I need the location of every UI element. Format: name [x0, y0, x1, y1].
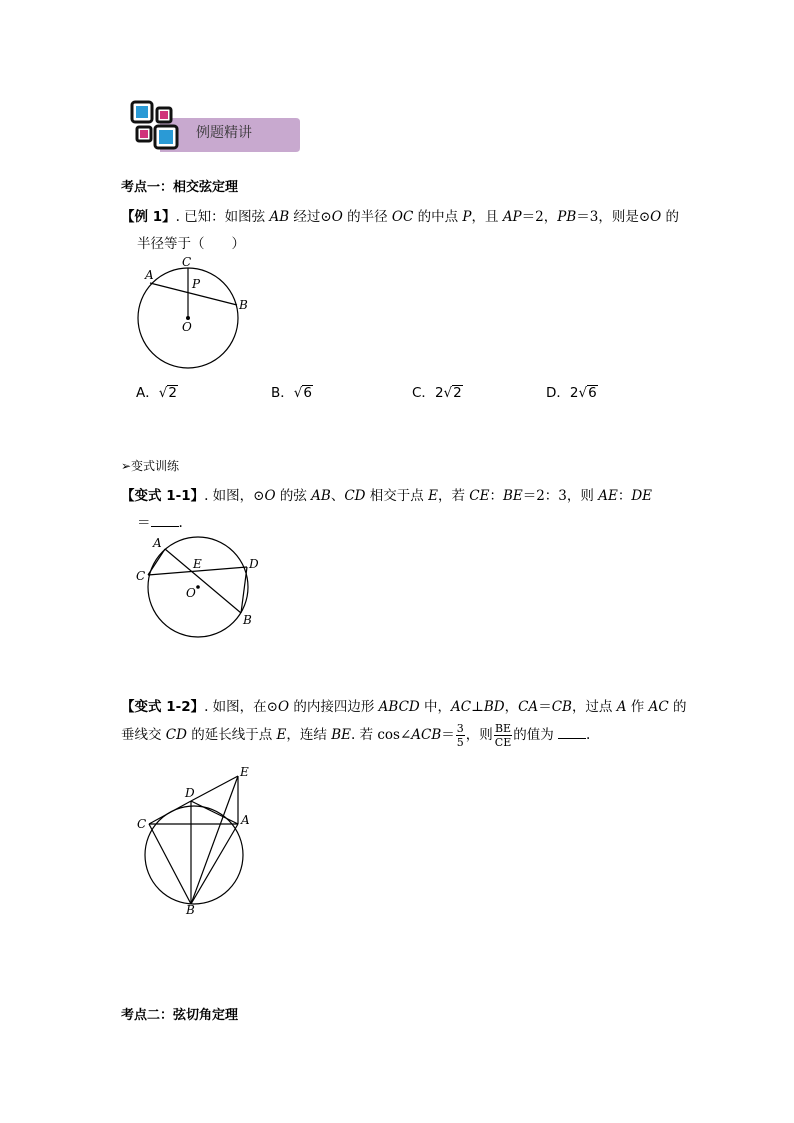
example1-tag: 【例 1】: [121, 209, 176, 225]
label-a: A: [241, 813, 250, 827]
option-c[interactable]: C．2√2: [412, 385, 462, 401]
label-a: A: [145, 268, 154, 282]
option-b[interactable]: B．√6: [271, 385, 312, 401]
example1-line2: 半径等于（ ）: [137, 236, 245, 252]
example1-line1: 【例 1】. 已知：如图弦 AB 经过⊙O 的半径 OC 的中点 P，且 AP＝2，PB＝3，则是⊙O 的: [121, 209, 680, 225]
label-o: O: [186, 586, 196, 600]
variant1-tag: 【变式 1-1】: [121, 488, 205, 504]
label-b: B: [243, 613, 252, 627]
label-c: C: [182, 255, 192, 269]
section-heading-2: 考点二：弦切角定理: [121, 1008, 239, 1023]
option-d[interactable]: D．2√6: [546, 385, 597, 401]
circle: [145, 806, 243, 904]
variant2-line2: 垂线交 CD 的延长线于点 E，连结 BE. 若 cos∠ACB＝ $\frac{3}{5}$ ，则 $\frac{BE}{CE}$ 的值为 .: [121, 722, 591, 749]
section-heading-1: 考点一：相交弦定理: [121, 180, 239, 195]
variant2-tag: 【变式 1-2】: [121, 699, 205, 715]
segment-be: [191, 776, 238, 904]
label-o: O: [182, 320, 192, 334]
label-c: C: [136, 569, 146, 583]
label-e: E: [193, 557, 202, 571]
label-d: D: [249, 557, 259, 571]
label-p: P: [192, 277, 201, 291]
variant1-line1: 【变式 1-1】. 如图，⊙O 的弦 AB、CD 相交于点 E，若 CE：BE＝2：3，则 AE：DE: [121, 488, 652, 504]
label-a: A: [153, 536, 162, 550]
segment-cd: [149, 801, 191, 824]
segment-cb: [149, 824, 191, 904]
banner-label: 例题精讲: [196, 125, 252, 141]
segment-da: [191, 801, 238, 824]
segment-de: [191, 776, 238, 801]
label-c: C: [137, 817, 147, 831]
label-d: D: [185, 786, 195, 800]
label-b: B: [239, 298, 248, 312]
option-a[interactable]: A．√2: [136, 385, 177, 401]
variant2-line1: 【变式 1-2】. 如图，在⊙O 的内接四边形 ABCD 中，AC⊥BD，CA＝CB，过点 A 作 AC 的: [121, 699, 687, 715]
segment-ab: [191, 824, 238, 904]
fraction-cos: $\frac{3}{5}$: [456, 722, 464, 749]
variant1-line2: ＝ .: [137, 515, 183, 531]
fraction-be-ce: $\frac{BE}{CE}$: [494, 722, 512, 749]
label-e: E: [240, 765, 249, 779]
variant-heading: ➢变式训练: [121, 459, 180, 473]
label-b: B: [186, 903, 195, 917]
